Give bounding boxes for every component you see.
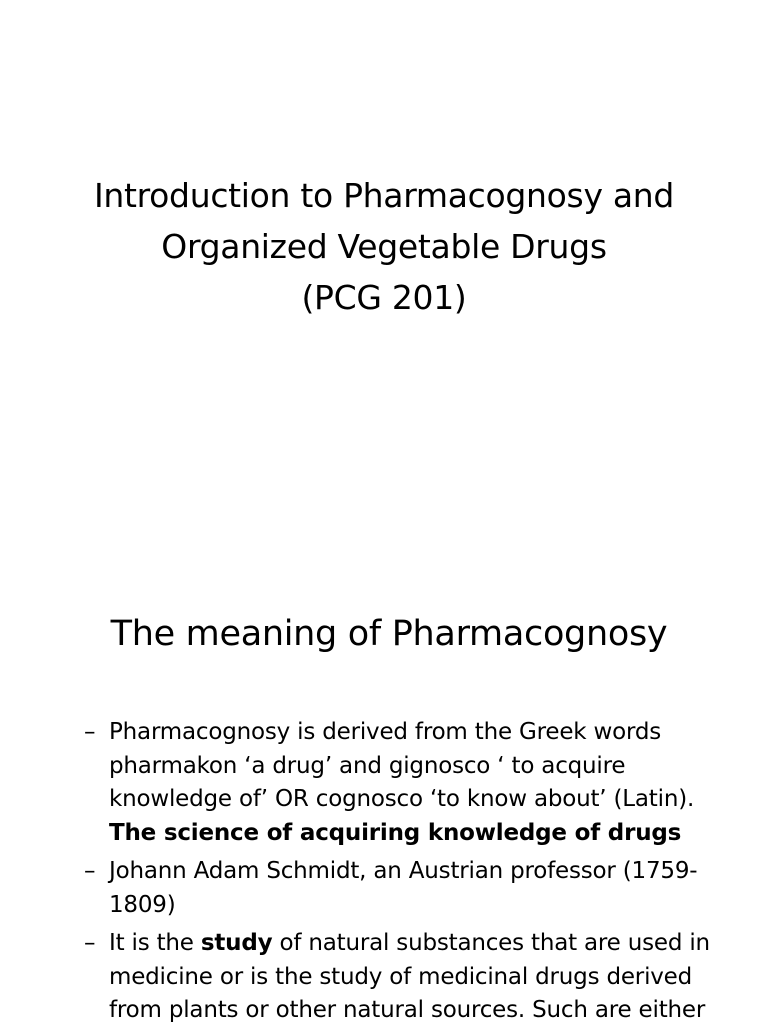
section-heading: The meaning of Pharmacognosy — [110, 614, 668, 654]
bullet-item-study — [84, 927, 724, 1028]
bullet-text: Johann Adam Schmidt, an Austrian professor (1759-1809) — [109, 858, 698, 918]
title-line-1: Introduction to Pharmacognosy and — [93, 176, 675, 215]
dash-bullet-icon: – — [84, 930, 96, 956]
bullet-text-post: of natural substances that are used in medicine or is the study of medicinal drugs derived from plants or other natural sources. Such are either — [109, 930, 710, 1023]
title-line-3: (PCG 201) — [301, 278, 467, 317]
bullet-item-schmidt — [84, 855, 724, 922]
slide-title — [0, 170, 768, 323]
dash-bullet-icon: – — [84, 719, 96, 745]
bullet-item-etymology — [84, 716, 724, 850]
bullet-text-pre: It is the — [109, 930, 201, 956]
bullet-list — [84, 716, 724, 1033]
bullet-bold-definition: The science of acquiring knowledge of drugs — [109, 819, 682, 846]
bullet-text: Pharmacognosy is derived from the Greek words pharmakon ‘a drug’ and gignosco ‘ to acquire knowledge of’ OR cognosco ‘to know about’ (Latin). — [109, 719, 695, 812]
title-line-2: Organized Vegetable Drugs — [161, 227, 607, 266]
dash-bullet-icon: – — [84, 858, 96, 884]
bullet-bold-study: study — [200, 930, 273, 956]
